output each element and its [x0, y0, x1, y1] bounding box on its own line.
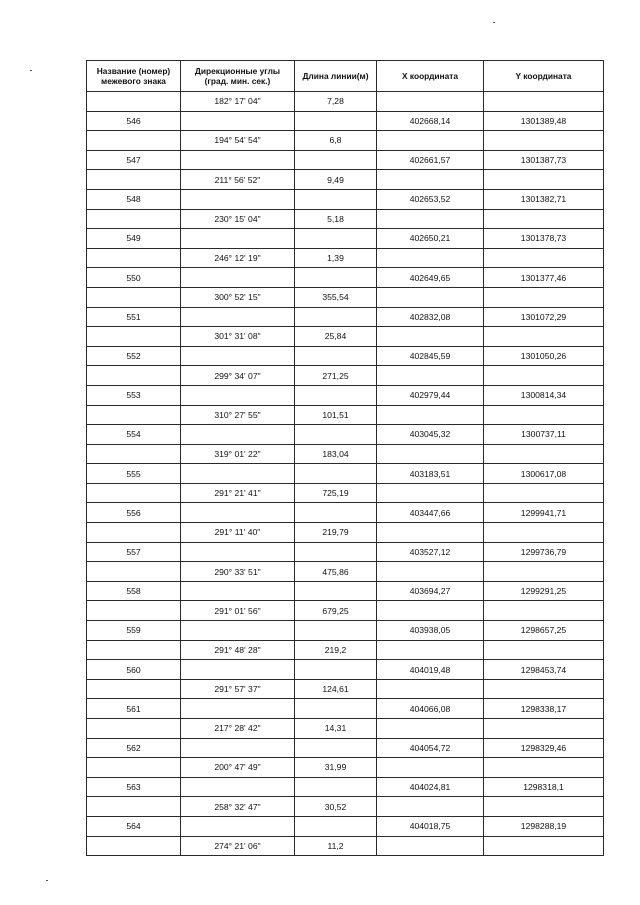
cell-x-coordinate: 403694,27 — [377, 581, 484, 601]
cell-direction-angle: 246° 12' 19" — [181, 248, 295, 268]
cell-line-length — [295, 307, 377, 327]
cell-y-coordinate: 1301072,29 — [484, 307, 604, 327]
table-row — [87, 601, 604, 621]
cell-direction-angle: 217° 28' 42" — [181, 719, 295, 739]
table-row — [87, 581, 604, 601]
cell-x-coordinate — [377, 131, 484, 151]
cell-x-coordinate: 404054,72 — [377, 738, 484, 758]
cell-x-coordinate: 404024,81 — [377, 777, 484, 797]
cell-direction-angle — [181, 816, 295, 836]
cell-point-name: 549 — [87, 229, 181, 249]
header-line-length: Длина линии(м) — [295, 61, 377, 92]
cell-x-coordinate: 402845,59 — [377, 346, 484, 366]
cell-x-coordinate: 404019,48 — [377, 660, 484, 680]
cell-direction-angle: 200° 47' 49" — [181, 758, 295, 778]
cell-line-length: 101,51 — [295, 405, 377, 425]
cell-y-coordinate — [484, 327, 604, 347]
cell-direction-angle: 258° 32' 47" — [181, 797, 295, 817]
cell-direction-angle — [181, 581, 295, 601]
cell-x-coordinate — [377, 679, 484, 699]
table-row — [87, 758, 604, 778]
cell-point-name — [87, 366, 181, 386]
cell-x-coordinate: 402979,44 — [377, 385, 484, 405]
table-row — [87, 92, 604, 112]
cell-direction-angle — [181, 699, 295, 719]
cell-point-name: 558 — [87, 581, 181, 601]
cell-direction-angle — [181, 425, 295, 445]
cell-y-coordinate — [484, 170, 604, 190]
cell-y-coordinate — [484, 444, 604, 464]
table-row — [87, 464, 604, 484]
table-row — [87, 483, 604, 503]
cell-x-coordinate: 402668,14 — [377, 111, 484, 131]
cell-x-coordinate: 402650,21 — [377, 229, 484, 249]
cell-direction-angle — [181, 660, 295, 680]
cell-point-name — [87, 170, 181, 190]
cell-line-length: 25,84 — [295, 327, 377, 347]
cell-y-coordinate: 1300814,34 — [484, 385, 604, 405]
cell-line-length: 355,54 — [295, 287, 377, 307]
cell-y-coordinate: 1299291,25 — [484, 581, 604, 601]
cell-line-length: 6,8 — [295, 131, 377, 151]
cell-direction-angle: 194° 54' 54" — [181, 131, 295, 151]
cell-y-coordinate — [484, 92, 604, 112]
table-row — [87, 523, 604, 543]
cell-direction-angle: 291° 01' 56" — [181, 601, 295, 621]
cell-line-length: 219,2 — [295, 640, 377, 660]
cell-x-coordinate — [377, 287, 484, 307]
cell-direction-angle — [181, 385, 295, 405]
cell-line-length — [295, 150, 377, 170]
cell-line-length: 271,25 — [295, 366, 377, 386]
cell-point-name: 553 — [87, 385, 181, 405]
table-row — [87, 229, 604, 249]
cell-y-coordinate: 1301378,73 — [484, 229, 604, 249]
cell-y-coordinate — [484, 483, 604, 503]
cell-x-coordinate: 403527,12 — [377, 542, 484, 562]
cell-direction-angle: 300° 52' 15" — [181, 287, 295, 307]
cell-y-coordinate — [484, 601, 604, 621]
cell-line-length — [295, 111, 377, 131]
cell-y-coordinate: 1299941,71 — [484, 503, 604, 523]
cell-y-coordinate: 1298288,19 — [484, 816, 604, 836]
header-direction-angle: Дирекционные углы (град. мин. сек.) — [181, 61, 295, 92]
cell-x-coordinate: 402649,65 — [377, 268, 484, 288]
cell-direction-angle: 299° 34' 07" — [181, 366, 295, 386]
table-row — [87, 248, 604, 268]
cell-direction-angle: 319° 01' 22" — [181, 444, 295, 464]
cell-x-coordinate — [377, 209, 484, 229]
cell-y-coordinate: 1298453,74 — [484, 660, 604, 680]
cell-x-coordinate — [377, 797, 484, 817]
cell-point-name: 552 — [87, 346, 181, 366]
table-row — [87, 327, 604, 347]
cell-x-coordinate — [377, 640, 484, 660]
cell-direction-angle — [181, 268, 295, 288]
table-row — [87, 111, 604, 131]
cell-x-coordinate — [377, 170, 484, 190]
table-row — [87, 562, 604, 582]
cell-x-coordinate — [377, 758, 484, 778]
table-row — [87, 287, 604, 307]
cell-y-coordinate: 1298657,25 — [484, 621, 604, 641]
cell-y-coordinate: 1298318,1 — [484, 777, 604, 797]
cell-line-length: 30,52 — [295, 797, 377, 817]
table-row — [87, 209, 604, 229]
cell-line-length: 475,86 — [295, 562, 377, 582]
coordinates-table — [86, 60, 604, 856]
scan-speck — [46, 880, 48, 881]
cell-line-length — [295, 660, 377, 680]
table-row — [87, 699, 604, 719]
cell-x-coordinate — [377, 405, 484, 425]
cell-line-length: 679,25 — [295, 601, 377, 621]
cell-y-coordinate — [484, 366, 604, 386]
cell-y-coordinate — [484, 131, 604, 151]
table-row — [87, 385, 604, 405]
cell-x-coordinate: 403938,05 — [377, 621, 484, 641]
cell-point-name: 563 — [87, 777, 181, 797]
cell-y-coordinate: 1301389,48 — [484, 111, 604, 131]
cell-point-name — [87, 92, 181, 112]
cell-line-length — [295, 346, 377, 366]
cell-line-length — [295, 621, 377, 641]
cell-line-length: 11,2 — [295, 836, 377, 856]
cell-point-name — [87, 483, 181, 503]
cell-point-name — [87, 562, 181, 582]
cell-direction-angle: 291° 48' 28" — [181, 640, 295, 660]
cell-direction-angle — [181, 111, 295, 131]
cell-point-name: 550 — [87, 268, 181, 288]
cell-x-coordinate: 403183,51 — [377, 464, 484, 484]
table-row — [87, 738, 604, 758]
cell-line-length — [295, 738, 377, 758]
cell-y-coordinate: 1299736,79 — [484, 542, 604, 562]
cell-x-coordinate: 402653,52 — [377, 189, 484, 209]
cell-y-coordinate: 1301382,71 — [484, 189, 604, 209]
table-row — [87, 777, 604, 797]
table-row — [87, 346, 604, 366]
cell-y-coordinate — [484, 562, 604, 582]
table-row — [87, 170, 604, 190]
cell-point-name — [87, 327, 181, 347]
cell-direction-angle: 230° 15' 04" — [181, 209, 295, 229]
cell-y-coordinate — [484, 797, 604, 817]
cell-point-name: 547 — [87, 150, 181, 170]
table-row — [87, 797, 604, 817]
cell-line-length: 14,31 — [295, 719, 377, 739]
cell-point-name: 564 — [87, 816, 181, 836]
cell-point-name — [87, 836, 181, 856]
cell-y-coordinate: 1301377,46 — [484, 268, 604, 288]
cell-direction-angle — [181, 150, 295, 170]
table-row — [87, 405, 604, 425]
cell-direction-angle — [181, 503, 295, 523]
cell-line-length: 183,04 — [295, 444, 377, 464]
cell-direction-angle — [181, 189, 295, 209]
cell-point-name: 560 — [87, 660, 181, 680]
cell-direction-angle: 211° 56' 52" — [181, 170, 295, 190]
cell-point-name: 562 — [87, 738, 181, 758]
cell-x-coordinate: 403045,32 — [377, 425, 484, 445]
cell-direction-angle: 290° 33' 51" — [181, 562, 295, 582]
cell-y-coordinate — [484, 523, 604, 543]
header-row — [87, 61, 604, 92]
table-row — [87, 503, 604, 523]
cell-point-name — [87, 523, 181, 543]
cell-y-coordinate: 1300737,11 — [484, 425, 604, 445]
cell-line-length — [295, 268, 377, 288]
table-row — [87, 679, 604, 699]
cell-x-coordinate: 404066,08 — [377, 699, 484, 719]
cell-direction-angle: 291° 21' 41" — [181, 483, 295, 503]
cell-y-coordinate: 1301050,26 — [484, 346, 604, 366]
cell-y-coordinate: 1298329,46 — [484, 738, 604, 758]
cell-line-length — [295, 189, 377, 209]
cell-line-length: 7,28 — [295, 92, 377, 112]
cell-direction-angle — [181, 346, 295, 366]
header-x-coordinate: X координата — [377, 61, 484, 92]
table-header — [87, 61, 604, 92]
cell-line-length: 9,49 — [295, 170, 377, 190]
cell-x-coordinate — [377, 366, 484, 386]
cell-y-coordinate: 1298338,17 — [484, 699, 604, 719]
cell-point-name — [87, 797, 181, 817]
header-y-coordinate: Y координата — [484, 61, 604, 92]
cell-line-length — [295, 425, 377, 445]
cell-y-coordinate — [484, 679, 604, 699]
cell-x-coordinate — [377, 327, 484, 347]
cell-line-length — [295, 816, 377, 836]
cell-point-name — [87, 640, 181, 660]
table-row — [87, 189, 604, 209]
cell-point-name: 546 — [87, 111, 181, 131]
cell-direction-angle — [181, 738, 295, 758]
cell-point-name — [87, 679, 181, 699]
cell-x-coordinate — [377, 523, 484, 543]
table-row — [87, 621, 604, 641]
cell-direction-angle — [181, 307, 295, 327]
cell-line-length — [295, 777, 377, 797]
cell-x-coordinate: 404018,75 — [377, 816, 484, 836]
cell-x-coordinate — [377, 92, 484, 112]
table-body — [87, 92, 604, 856]
cell-line-length — [295, 229, 377, 249]
cell-x-coordinate — [377, 483, 484, 503]
cell-direction-angle: 274° 21' 06" — [181, 836, 295, 856]
cell-direction-angle: 291° 11' 40" — [181, 523, 295, 543]
cell-direction-angle — [181, 621, 295, 641]
cell-x-coordinate: 403447,66 — [377, 503, 484, 523]
cell-line-length: 725,19 — [295, 483, 377, 503]
scan-speck — [30, 70, 32, 71]
cell-direction-angle: 310° 27' 55" — [181, 405, 295, 425]
cell-line-length: 5,18 — [295, 209, 377, 229]
cell-point-name — [87, 719, 181, 739]
cell-line-length: 219,79 — [295, 523, 377, 543]
cell-y-coordinate — [484, 836, 604, 856]
cell-point-name: 557 — [87, 542, 181, 562]
cell-x-coordinate — [377, 248, 484, 268]
cell-point-name: 554 — [87, 425, 181, 445]
table-row — [87, 660, 604, 680]
cell-y-coordinate — [484, 758, 604, 778]
cell-point-name — [87, 758, 181, 778]
cell-point-name: 559 — [87, 621, 181, 641]
cell-y-coordinate — [484, 209, 604, 229]
table-row — [87, 816, 604, 836]
cell-line-length — [295, 385, 377, 405]
table-row — [87, 268, 604, 288]
cell-line-length — [295, 581, 377, 601]
cell-line-length — [295, 503, 377, 523]
cell-y-coordinate: 1301387,73 — [484, 150, 604, 170]
table-row — [87, 719, 604, 739]
cell-line-length: 31,99 — [295, 758, 377, 778]
scan-speck — [493, 22, 495, 23]
cell-point-name — [87, 209, 181, 229]
header-point-name: Название (номер) межевого знака — [87, 61, 181, 92]
cell-point-name — [87, 405, 181, 425]
cell-y-coordinate — [484, 248, 604, 268]
cell-direction-angle — [181, 464, 295, 484]
table-row — [87, 131, 604, 151]
cell-point-name: 551 — [87, 307, 181, 327]
cell-direction-angle: 182° 17' 04" — [181, 92, 295, 112]
table-row — [87, 307, 604, 327]
table-row — [87, 425, 604, 445]
cell-direction-angle — [181, 542, 295, 562]
table-row — [87, 150, 604, 170]
cell-y-coordinate — [484, 405, 604, 425]
cell-direction-angle: 291° 57' 37" — [181, 679, 295, 699]
cell-point-name — [87, 601, 181, 621]
cell-x-coordinate — [377, 444, 484, 464]
cell-x-coordinate — [377, 836, 484, 856]
cell-point-name: 556 — [87, 503, 181, 523]
cell-direction-angle — [181, 777, 295, 797]
cell-y-coordinate — [484, 640, 604, 660]
cell-point-name — [87, 444, 181, 464]
table-row — [87, 366, 604, 386]
cell-point-name: 548 — [87, 189, 181, 209]
cell-line-length — [295, 699, 377, 719]
table-row — [87, 444, 604, 464]
cell-point-name: 555 — [87, 464, 181, 484]
cell-x-coordinate: 402832,08 — [377, 307, 484, 327]
cell-direction-angle — [181, 229, 295, 249]
cell-line-length: 1,39 — [295, 248, 377, 268]
cell-x-coordinate — [377, 562, 484, 582]
cell-point-name — [87, 287, 181, 307]
cell-x-coordinate — [377, 601, 484, 621]
cell-y-coordinate: 1300617,08 — [484, 464, 604, 484]
table-row — [87, 542, 604, 562]
cell-line-length: 124,61 — [295, 679, 377, 699]
cell-direction-angle: 301° 31' 08" — [181, 327, 295, 347]
cell-point-name — [87, 131, 181, 151]
cell-point-name — [87, 248, 181, 268]
cell-x-coordinate — [377, 719, 484, 739]
cell-line-length — [295, 542, 377, 562]
cell-x-coordinate: 402661,57 — [377, 150, 484, 170]
cell-line-length — [295, 464, 377, 484]
cell-point-name: 561 — [87, 699, 181, 719]
cell-y-coordinate — [484, 719, 604, 739]
table-row — [87, 836, 604, 856]
cell-y-coordinate — [484, 287, 604, 307]
table-row — [87, 640, 604, 660]
